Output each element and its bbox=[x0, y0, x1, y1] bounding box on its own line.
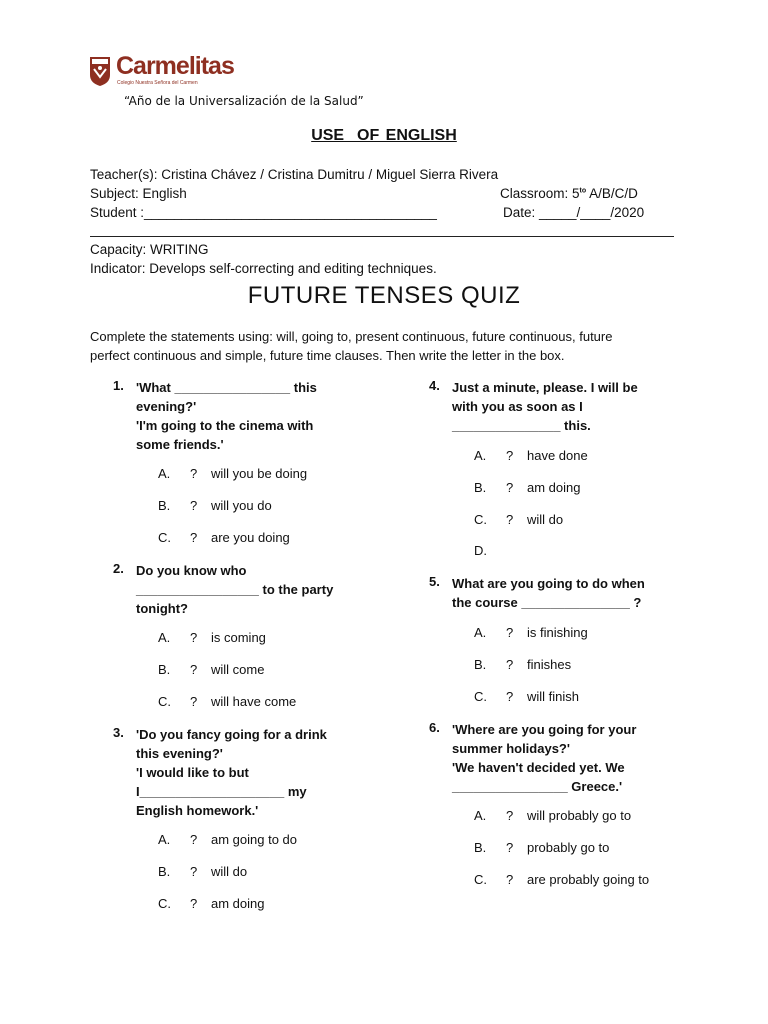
indicator-line: Indicator: Develops self-correcting and editing techniques. bbox=[90, 261, 437, 276]
option-text: am doing bbox=[211, 895, 265, 911]
classroom-line bbox=[500, 186, 638, 201]
option-checkbox-placeholder: ? bbox=[190, 497, 198, 513]
answer-option bbox=[158, 896, 264, 911]
option-checkbox-placeholder: ? bbox=[190, 693, 198, 709]
option-checkbox-placeholder: ? bbox=[190, 863, 198, 879]
option-text: will do bbox=[527, 511, 564, 527]
question-line: the course _______________ ? bbox=[452, 595, 642, 610]
question-line: Just a minute, please. I will be bbox=[452, 380, 638, 395]
capacity-line: Capacity: WRITING bbox=[90, 242, 209, 257]
option-letter: D. bbox=[474, 543, 487, 559]
option-letter: C. bbox=[474, 511, 487, 527]
answer-option bbox=[474, 448, 588, 463]
option-text: is coming bbox=[211, 630, 266, 645]
option-text: will do bbox=[211, 863, 248, 879]
option-letter: A. bbox=[158, 466, 171, 481]
option-letter: C. bbox=[158, 895, 171, 911]
page-heading: USE OF ENGLISH bbox=[311, 127, 457, 144]
question-number: 2. bbox=[113, 561, 124, 576]
logo-subtitle: Colegio Nuestra Señora del Carmen bbox=[117, 80, 198, 86]
option-text: is finishing bbox=[527, 625, 588, 640]
answer-option bbox=[474, 512, 563, 527]
option-text: are you doing bbox=[211, 529, 290, 545]
question-line: _______________ this. bbox=[452, 418, 591, 433]
option-checkbox-placeholder: ? bbox=[190, 466, 198, 481]
instructions: Complete the statements using: will, going to, present continuous, future continuous, future perfect continuous and simple, future time clauses. Then write the letter in the box. bbox=[90, 329, 613, 363]
answer-option bbox=[158, 466, 307, 481]
option-text: will come bbox=[211, 661, 265, 677]
option-checkbox-placeholder: ? bbox=[190, 630, 198, 645]
question-line: 'I would like to but bbox=[136, 765, 249, 780]
question-text bbox=[136, 725, 327, 820]
answer-option bbox=[474, 840, 609, 855]
option-text: have done bbox=[527, 448, 588, 463]
quiz-title: FUTURE TENSES QUIZ bbox=[247, 282, 521, 309]
option-text: will have come bbox=[211, 693, 297, 709]
option-checkbox-placeholder: ? bbox=[506, 511, 514, 527]
option-checkbox-placeholder: ? bbox=[506, 625, 514, 640]
option-letter: B. bbox=[474, 839, 487, 855]
question-text bbox=[452, 720, 636, 796]
answer-option bbox=[474, 808, 631, 823]
question-line: some friends.' bbox=[136, 437, 224, 452]
option-checkbox-placeholder: ? bbox=[506, 656, 514, 672]
question-line: 'Do you fancy going for a drink bbox=[136, 727, 327, 742]
question-number: 6. bbox=[429, 720, 440, 735]
question-line: English homework.' bbox=[136, 803, 259, 818]
question-text bbox=[452, 574, 645, 612]
option-letter: B. bbox=[158, 661, 171, 677]
option-checkbox-placeholder: ? bbox=[506, 871, 514, 887]
answer-option bbox=[158, 530, 290, 545]
teachers-line: Teacher(s): Cristina Chávez / Cristina Dumitru / Miguel Sierra Rivera bbox=[90, 167, 499, 182]
option-letter: A. bbox=[474, 808, 487, 823]
answer-option bbox=[474, 872, 649, 887]
option-checkbox-placeholder: ? bbox=[190, 895, 198, 911]
option-letter: B. bbox=[158, 497, 171, 513]
answer-option bbox=[474, 689, 579, 704]
option-text: will you do bbox=[211, 497, 272, 513]
option-text: will you be doing bbox=[211, 466, 308, 481]
classroom-prefix: Classroom: 5 bbox=[500, 186, 580, 201]
option-letter: A. bbox=[474, 448, 487, 463]
option-text: are probably going to bbox=[527, 871, 650, 887]
question-line: this evening?' bbox=[136, 746, 223, 761]
question-text bbox=[452, 378, 638, 435]
option-text: probably go to bbox=[527, 839, 610, 855]
option-letter: B. bbox=[158, 863, 171, 879]
answer-option bbox=[474, 657, 571, 672]
option-text: am doing bbox=[527, 479, 581, 495]
student-line: Student :_______________________________________ bbox=[90, 205, 437, 220]
question-number: 5. bbox=[429, 574, 440, 589]
question-line: 'Where are you going for your bbox=[452, 722, 637, 737]
question-number: 3. bbox=[113, 725, 124, 740]
question-line: tonight? bbox=[136, 601, 188, 616]
option-checkbox-placeholder: ? bbox=[506, 808, 514, 823]
answer-option bbox=[158, 832, 297, 847]
school-logo bbox=[89, 52, 249, 89]
question-line: 'What ________________ this bbox=[136, 380, 317, 395]
question-line: _________________ to the party bbox=[136, 582, 334, 597]
answer-option bbox=[158, 694, 296, 709]
logo-name: Carmelitas bbox=[116, 52, 234, 80]
option-letter: C. bbox=[474, 688, 487, 704]
answer-option bbox=[158, 630, 266, 645]
option-letter: A. bbox=[158, 630, 171, 645]
option-letter: C. bbox=[158, 693, 171, 709]
option-letter: B. bbox=[474, 479, 487, 495]
option-checkbox-placeholder: ? bbox=[506, 839, 514, 855]
classroom-suffix: A/B/C/D bbox=[586, 186, 638, 201]
answer-option bbox=[474, 543, 527, 558]
question-number: 1. bbox=[113, 378, 124, 393]
date-line: Date: _____/____/2020 bbox=[503, 205, 645, 220]
answer-option bbox=[158, 498, 272, 513]
option-letter: C. bbox=[474, 871, 487, 887]
question-line: 'I'm going to the cinema with bbox=[136, 418, 314, 433]
school-crest-icon bbox=[89, 55, 111, 87]
answer-option bbox=[474, 625, 588, 640]
option-text: finishes bbox=[527, 656, 572, 672]
question-line: ________________ Greece.' bbox=[452, 779, 623, 794]
question-line: What are you going to do when bbox=[452, 576, 645, 591]
year-motto: “Año de la Universalización de la Salud” bbox=[124, 94, 364, 108]
question-number: 4. bbox=[429, 378, 440, 393]
option-checkbox-placeholder: ? bbox=[190, 661, 198, 677]
subject-line: Subject: English bbox=[90, 186, 187, 201]
question-line: 'We haven't decided yet. We bbox=[452, 760, 625, 775]
option-checkbox-placeholder: ? bbox=[506, 688, 514, 704]
option-letter: A. bbox=[474, 625, 487, 640]
option-text: will probably go to bbox=[527, 808, 632, 823]
answer-option bbox=[474, 480, 580, 495]
question-line: I____________________ my bbox=[136, 784, 307, 799]
answer-option bbox=[158, 864, 247, 879]
option-letter: B. bbox=[474, 656, 487, 672]
divider bbox=[90, 236, 674, 237]
classroom-superscript: to bbox=[579, 187, 587, 195]
answer-option bbox=[158, 662, 264, 677]
question-line: with you as soon as I bbox=[452, 399, 583, 414]
option-checkbox-placeholder: ? bbox=[190, 832, 198, 847]
question-text bbox=[136, 561, 333, 618]
question-line: evening?' bbox=[136, 399, 197, 414]
option-checkbox-placeholder: ? bbox=[506, 479, 514, 495]
option-text: am going to do bbox=[211, 832, 298, 847]
option-checkbox-placeholder: ? bbox=[506, 448, 514, 463]
question-line: Do you know who bbox=[136, 563, 247, 578]
option-text: will finish bbox=[527, 688, 580, 704]
question-line: summer holidays?' bbox=[452, 741, 570, 756]
option-letter: C. bbox=[158, 529, 171, 545]
question-text bbox=[136, 378, 317, 454]
option-checkbox-placeholder: ? bbox=[190, 529, 198, 545]
option-letter: A. bbox=[158, 832, 171, 847]
